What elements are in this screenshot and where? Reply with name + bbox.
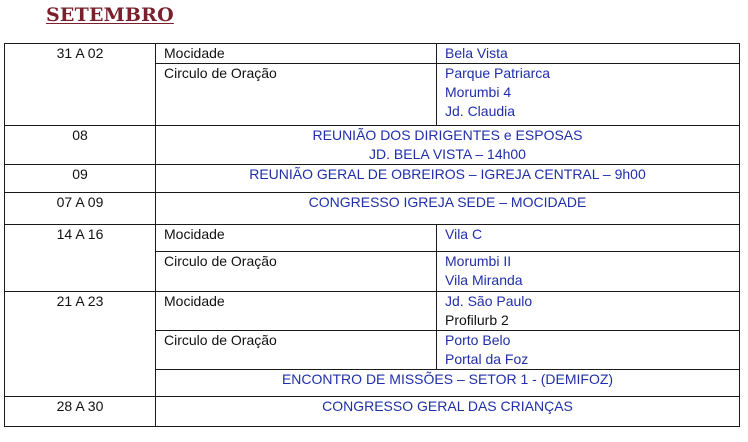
group-cell: Mocidade <box>156 292 437 331</box>
place-cell <box>437 252 740 292</box>
date-cell: 09 <box>5 165 156 193</box>
group-cell: Circulo de Oração <box>156 252 437 292</box>
date-cell: 08 <box>5 126 156 165</box>
place-name: Parque Patriarca <box>445 65 551 81</box>
date-cell: 28 A 30 <box>5 397 156 427</box>
table-row <box>5 225 740 252</box>
event-cell <box>156 126 740 165</box>
place-cell <box>437 64 740 126</box>
place-cell <box>437 44 740 64</box>
place-name: Vila Miranda <box>445 272 523 288</box>
event-cell: REUNIÃO GERAL DE OBREIROS – IGREJA CENTRAL – 9h00 <box>156 165 740 193</box>
date-cell: 07 A 09 <box>5 193 156 225</box>
table-row <box>5 44 740 64</box>
place-name: Porto Belo <box>445 332 511 348</box>
table-row <box>5 126 740 165</box>
table-row <box>5 397 740 427</box>
date-cell: 14 A 16 <box>5 225 156 292</box>
group-cell: Circulo de Oração <box>156 331 437 370</box>
group-cell: Circulo de Oração <box>156 64 437 126</box>
group-cell: Mocidade <box>156 44 437 64</box>
date-cell: 31 A 02 <box>5 44 156 126</box>
place-cell <box>437 331 740 370</box>
date-cell: 21 A 23 <box>5 292 156 397</box>
table-row <box>5 292 740 331</box>
month-title: SETEMBRO <box>46 4 174 26</box>
place-name: Jd. São Paulo <box>445 293 533 309</box>
place-cell <box>437 292 740 331</box>
place-name: Jd. Claudia <box>445 103 516 119</box>
place-name: Portal da Foz <box>445 351 529 367</box>
table-row <box>5 193 740 225</box>
event-cell: CONGRESSO IGREJA SEDE – MOCIDADE <box>156 193 740 225</box>
place-cell <box>437 225 740 252</box>
place-name: Morumbi II <box>445 253 512 269</box>
event-cell: ENCONTRO DE MISSÕES – SETOR 1 - (DEMIFOZ) <box>156 370 740 397</box>
place-name: Bela Vista <box>445 45 508 61</box>
table-row <box>5 165 740 193</box>
place-name: Morumbi 4 <box>445 84 512 100</box>
event-cell: CONGRESSO GERAL DAS CRIANÇAS <box>156 397 740 427</box>
event-line: REUNIÃO DOS DIRIGENTES e ESPOSAS <box>312 127 583 143</box>
place-name: Vila C <box>445 226 483 242</box>
schedule-table <box>4 43 740 427</box>
place-name: Profilurb 2 <box>445 312 509 328</box>
event-line: JD. BELA VISTA – 14h00 <box>369 146 526 162</box>
group-cell: Mocidade <box>156 225 437 252</box>
